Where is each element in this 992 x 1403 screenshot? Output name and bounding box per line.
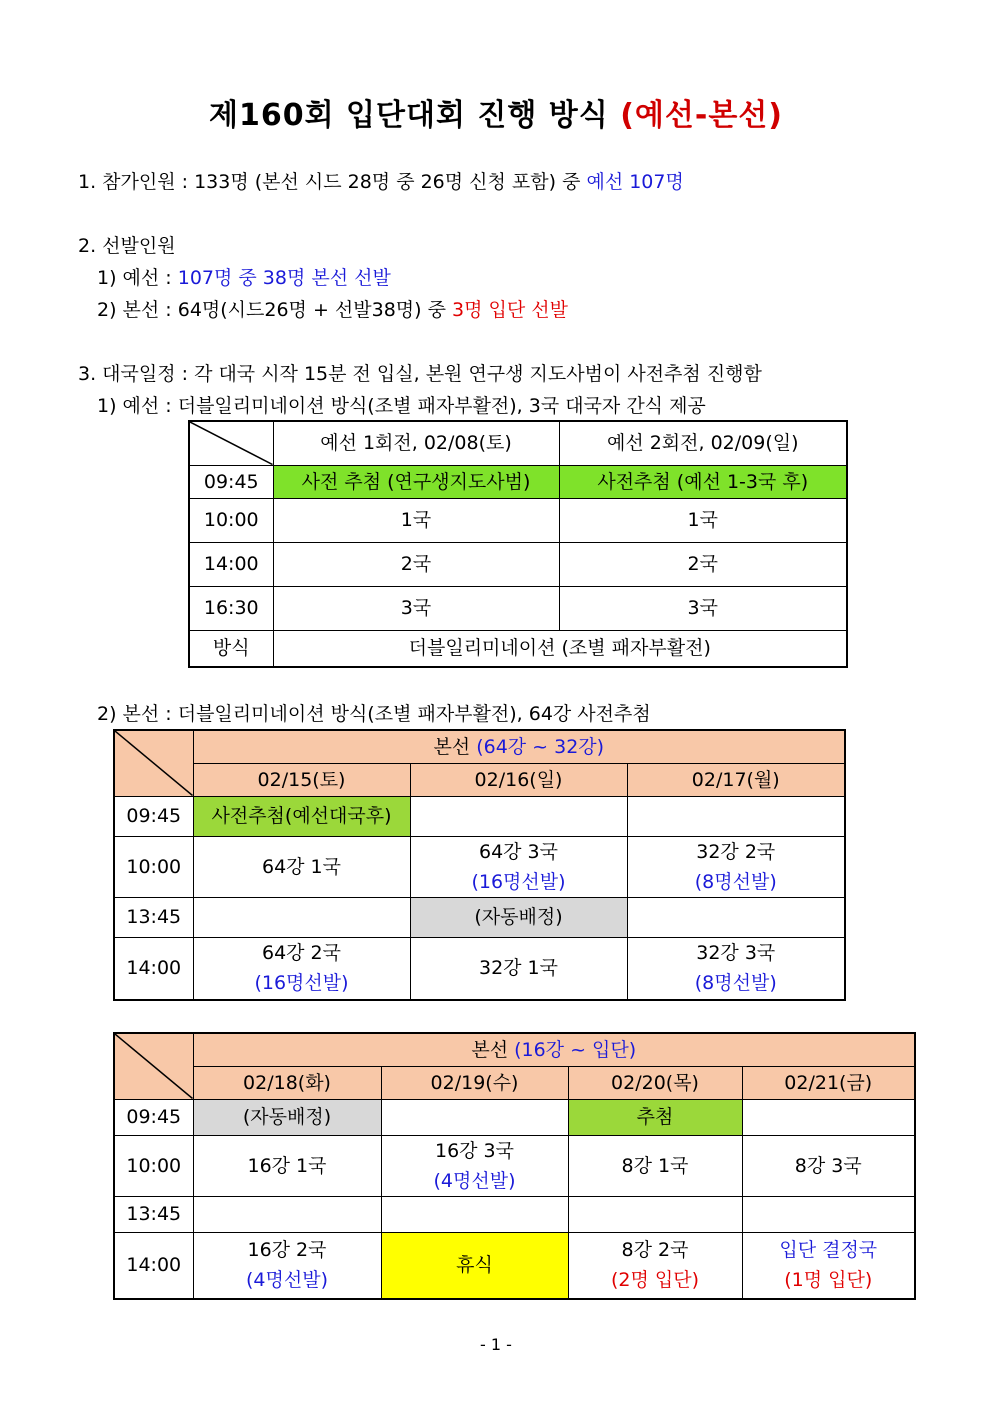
table1-method-value: 더블일리미네이션 (조별 패자부활전) [273, 630, 847, 667]
cell-line: 8강 2국 [621, 1239, 689, 1262]
cell-line: 16강 3국 [434, 1139, 514, 1162]
table3-date: 02/20(목) [568, 1066, 742, 1099]
table1-time: 09:45 [189, 465, 273, 498]
table2-cell [627, 897, 845, 937]
table2-time: 10:00 [114, 836, 193, 897]
table3-time: 13:45 [114, 1196, 193, 1232]
table1-cell: 사전추첨 (예선 1-3국 후) [559, 465, 847, 498]
section1-text: 1. 참가인원 : 133명 (본선 시드 28명 중 26명 신청 포함) 중 [78, 171, 587, 193]
table3-date: 02/19(수) [381, 1066, 568, 1099]
s2l1-prefix: 1) 예선 : [97, 267, 178, 289]
table2-corner [114, 730, 193, 796]
cell-note: (1명 입단) [784, 1269, 873, 1292]
table2-cell: 사전추첨(예선대국후) [193, 796, 410, 836]
table2-cell [410, 836, 627, 897]
cell-note: (16명선발) [254, 972, 349, 995]
table3-cell [742, 1196, 915, 1232]
table1-corner [189, 421, 273, 465]
section-3-heading: 3. 대국일정 : 각 대국 시작 15분 전 입실, 본원 연구생 지도사범이 사전추첨 진행함 [78, 363, 762, 385]
table1-cell: 1국 [559, 498, 847, 542]
table2-cell [193, 937, 410, 1000]
table3-cell: 휴식 [381, 1232, 568, 1299]
table1-time: 10:00 [189, 498, 273, 542]
table1-cell: 사전 추첨 (연구생지도사범) [273, 465, 559, 498]
table2-cell [627, 836, 845, 897]
table3-date: 02/18(화) [193, 1066, 381, 1099]
table2-cell [410, 796, 627, 836]
table3-cell: 16강 1국 [193, 1135, 381, 1196]
table3-cell: 8강 1국 [568, 1135, 742, 1196]
table2-cell: (자동배정) [410, 897, 627, 937]
title-main: 제160회 입단대회 진행 방식 [209, 98, 621, 133]
section-2-heading: 2. 선발인원 [78, 235, 176, 257]
table1-cell: 2국 [559, 542, 847, 586]
table3-cell [381, 1099, 568, 1135]
table3-cell: 8강 3국 [742, 1135, 915, 1196]
table1-header: 예선 1회전, 02/08(토) [273, 421, 559, 465]
table3-cell [742, 1099, 915, 1135]
cell-note: (16명선발) [471, 870, 566, 893]
table3-time: 14:00 [114, 1232, 193, 1299]
section-2-line-2 [97, 295, 568, 322]
cell-note: (2명 입단) [610, 1269, 699, 1292]
table2-title-prefix: 본선 [433, 735, 477, 758]
cell-note: (4명선발) [246, 1269, 328, 1292]
section-2-line-1 [97, 263, 391, 290]
table1-header: 예선 2회전, 02/09(일) [559, 421, 847, 465]
table3-cell [381, 1196, 568, 1232]
section-3-sub-1: 1) 예선 : 더블일리미네이션 방식(조별 패자부활전), 3국 대국자 간식 제공 [97, 395, 706, 417]
cell-line: 64강 3국 [478, 840, 558, 863]
table3-time: 09:45 [114, 1099, 193, 1135]
table3-cell [742, 1232, 915, 1299]
table3-cell [568, 1232, 742, 1299]
table1-cell: 2국 [273, 542, 559, 586]
title-highlight: (예선-본선) [620, 98, 783, 133]
table-main-round-2 [113, 1032, 916, 1300]
table1-cell: 3국 [559, 586, 847, 630]
cell-note: (4명선발) [433, 1169, 516, 1192]
cell-note: (8명선발) [694, 870, 777, 893]
cell-line: 32강 3국 [696, 942, 776, 965]
table3-title [193, 1033, 915, 1066]
table2-time: 14:00 [114, 937, 193, 1000]
page-number: - 1 - [480, 1335, 512, 1354]
table2-title-range: (64강 ~ 32강) [476, 735, 605, 758]
table1-time: 16:30 [189, 586, 273, 630]
table3-time: 10:00 [114, 1135, 193, 1196]
table2-time: 09:45 [114, 796, 193, 836]
cell-note: (8명선발) [694, 972, 777, 995]
table2-cell: 32강 1국 [410, 937, 627, 1000]
table2-cell: 64강 1국 [193, 836, 410, 897]
cell-line: 64강 2국 [261, 942, 341, 965]
table3-cell: (자동배정) [193, 1099, 381, 1135]
table2-cell [627, 937, 845, 1000]
s2l1-blue: 107명 중 38명 본선 선발 [177, 267, 391, 289]
table-main-round-1 [113, 729, 846, 1001]
table-preliminary [188, 420, 848, 668]
cell-line: 16강 2국 [247, 1239, 327, 1262]
table3-cell [568, 1196, 742, 1232]
page-title [0, 90, 992, 134]
table2-title [193, 730, 845, 763]
section-1 [78, 167, 684, 194]
s2l2-prefix: 2) 본선 : 64명(시드26명 + 선발38명) 중 [97, 299, 452, 321]
table3-title-range: (16강 ~ 입단) [514, 1038, 637, 1061]
table2-cell [193, 897, 410, 937]
table3-date: 02/21(금) [742, 1066, 915, 1099]
table3-cell: 추첨 [568, 1099, 742, 1135]
cell-line: 입단 결정국 [779, 1239, 878, 1262]
table2-date: 02/17(월) [627, 763, 845, 796]
table2-cell [627, 796, 845, 836]
table3-title-prefix: 본선 [471, 1038, 515, 1061]
table1-cell: 1국 [273, 498, 559, 542]
table2-date: 02/16(일) [410, 763, 627, 796]
table2-time: 13:45 [114, 897, 193, 937]
s2l2-red: 3명 입단 선발 [452, 299, 568, 321]
table1-method-label: 방식 [189, 630, 273, 667]
table3-cell [193, 1232, 381, 1299]
table3-cell [193, 1196, 381, 1232]
table1-cell: 3국 [273, 586, 559, 630]
table1-time: 14:00 [189, 542, 273, 586]
table3-cell [381, 1135, 568, 1196]
section-3-sub-2: 2) 본선 : 더블일리미네이션 방식(조별 패자부활전), 64강 사전추첨 [97, 703, 651, 725]
table3-corner [114, 1033, 193, 1099]
cell-line: 32강 2국 [696, 840, 776, 863]
table2-date: 02/15(토) [193, 763, 410, 796]
section1-blue: 예선 107명 [586, 171, 684, 193]
